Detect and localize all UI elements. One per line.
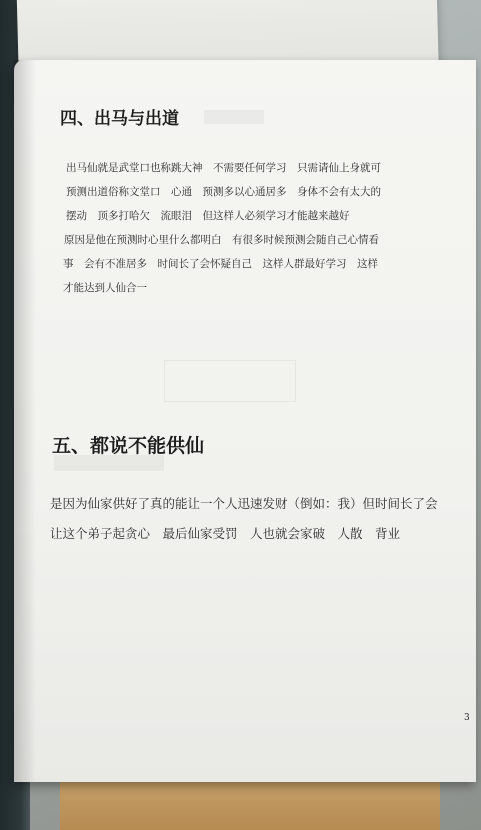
show-through-text	[204, 110, 264, 124]
section4-line: 摆动 顶多打哈欠 流眼泪 但这样人必须学习才能越来越好	[66, 210, 350, 222]
page-number: 3	[464, 713, 470, 723]
section4-line: 出马仙就是武堂口也称跳大神 不需要任何学习 只需请仙上身就可	[66, 162, 381, 174]
section4-line: 才能达到人仙合一	[63, 282, 147, 294]
section5-line: 是因为仙家供好了真的能让一个人迅速发财（倒如：我）但时间长了会	[50, 496, 438, 511]
section4-line: 事 会有不准居多 时间长了会怀疑自己 这样人群最好学习 这样	[63, 258, 378, 270]
section4-line: 原因是他在预测时心里什么都明白 有很多时候预测会随自己心情看	[64, 234, 379, 246]
section4-heading: 四、出马与出道	[60, 109, 179, 129]
section5-line: 让这个弟子起贪心 最后仙家受罚 人也就会家破 人散 背业	[50, 526, 401, 541]
show-through-text	[164, 360, 296, 402]
section4-line: 预测出道俗称文堂口 心通 预测多以心通居多 身体不会有太大的	[66, 186, 381, 198]
section5-heading: 五、都说不能供仙	[52, 435, 205, 457]
